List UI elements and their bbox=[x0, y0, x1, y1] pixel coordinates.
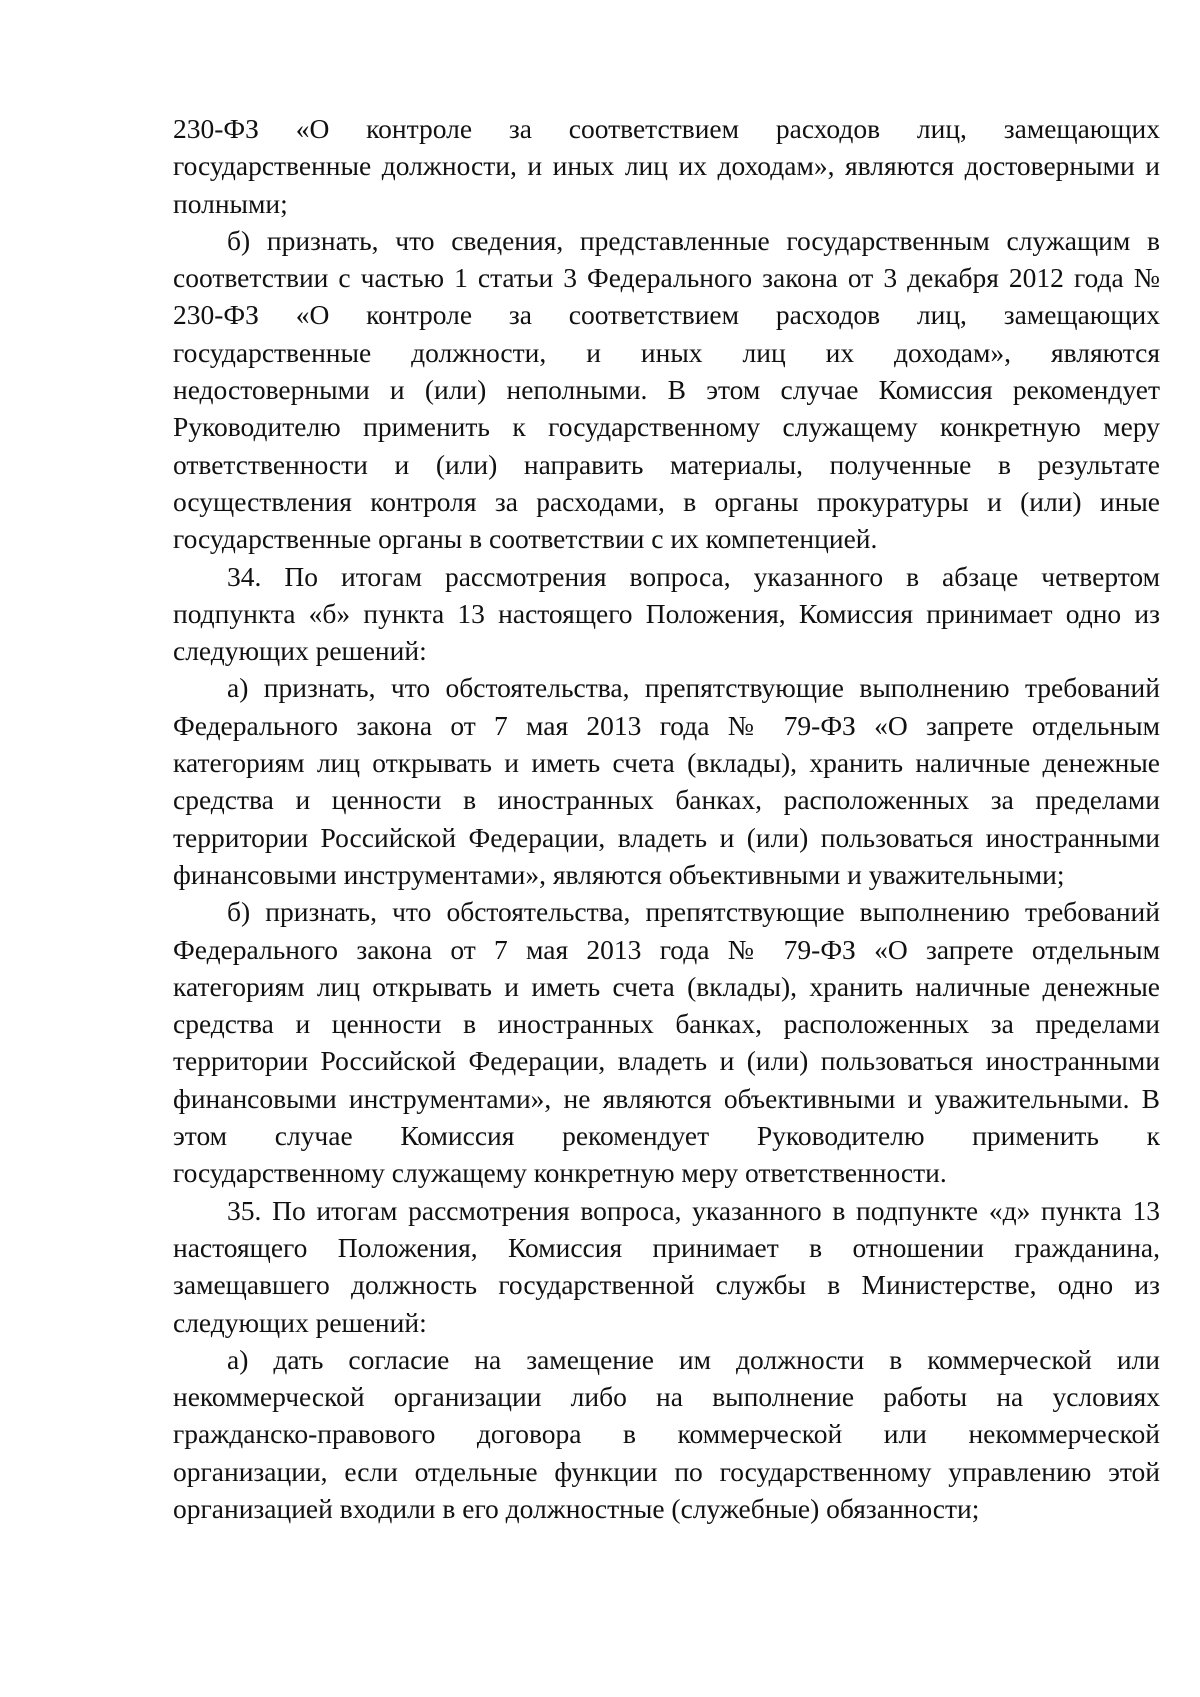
text-line: государственные должности, и иных лиц их доходам», являются достоверными и bbox=[173, 150, 1160, 182]
text-line: 34. По итогам рассмотрения вопроса, указанного в абзаце четвертом bbox=[227, 560, 1160, 592]
text-line: средства и ценности в иностранных банках, расположенных за пределами bbox=[173, 784, 1160, 816]
text-line: б) признать, что сведения, представленные государственным служащим в bbox=[227, 224, 1160, 256]
text-line: недостоверными и (или) неполными. В этом случае Комиссия рекомендует bbox=[173, 374, 1160, 406]
text-line: 35. По итогам рассмотрения вопроса, указанного в подпункте «д» пункта 13 bbox=[227, 1194, 1160, 1226]
text-line: Руководителю применить к государственному служащему конкретную меру bbox=[173, 411, 1160, 443]
text-line: осуществления контроля за расходами, в органы прокуратуры и (или) иные bbox=[173, 485, 1160, 517]
text-line: 230-ФЗ «О контроле за соответствием расходов лиц, замещающих bbox=[173, 299, 1160, 331]
text-line: а) дать согласие на замещение им должности в коммерческой или bbox=[227, 1343, 1160, 1375]
text-line: категориям лиц открывать и иметь счета (вклады), хранить наличные денежные bbox=[173, 970, 1160, 1002]
text-line: следующих решений: bbox=[173, 635, 427, 667]
text-line: средства и ценности в иностранных банках, расположенных за пределами bbox=[173, 1008, 1160, 1040]
text-line: организацией входили в его должностные (служебные) обязанности; bbox=[173, 1492, 980, 1524]
text-line: Федерального закона от 7 мая 2013 года № 79-ФЗ «О запрете отдельным bbox=[173, 709, 1160, 741]
text-line: подпункта «б» пункта 13 настоящего Положения, Комиссия принимает одно из bbox=[173, 597, 1160, 629]
text-line: а) признать, что обстоятельства, препятствующие выполнению требований bbox=[227, 672, 1160, 704]
text-line: б) признать, что обстоятельства, препятствующие выполнению требований bbox=[227, 896, 1160, 928]
text-line: замещавшего должность государственной службы в Министерстве, одно из bbox=[173, 1269, 1160, 1301]
text-line: настоящего Положения, Комиссия принимает в отношении гражданина, bbox=[173, 1231, 1160, 1263]
text-line: следующих решений: bbox=[173, 1306, 427, 1338]
text-line: категориям лиц открывать и иметь счета (вклады), хранить наличные денежные bbox=[173, 747, 1160, 779]
text-line: государственные органы в соответствии с их компетенцией. bbox=[173, 523, 878, 555]
text-line: финансовыми инструментами», являются объективными и уважительными; bbox=[173, 858, 1065, 890]
text-line: полными; bbox=[173, 187, 288, 219]
text-line: 230-ФЗ «О контроле за соответствием расходов лиц, замещающих bbox=[173, 113, 1160, 144]
text-line: государственному служащему конкретную меру ответственности. bbox=[173, 1157, 947, 1189]
text-line: государственные должности, и иных лиц их доходам», являются bbox=[173, 336, 1160, 368]
text-line: этом случае Комиссия рекомендует Руководителю применить к bbox=[173, 1120, 1160, 1152]
text-line: гражданско-правового договора в коммерческой или некоммерческой bbox=[173, 1418, 1160, 1450]
text-line: территории Российской Федерации, владеть и (или) пользоваться иностранными bbox=[173, 1045, 1160, 1077]
document-page bbox=[173, 110, 1160, 1527]
text-line: финансовыми инструментами», не являются объективными и уважительными. В bbox=[173, 1082, 1160, 1114]
text-line: территории Российской Федерации, владеть и (или) пользоваться иностранными bbox=[173, 821, 1160, 853]
text-line: Федерального закона от 7 мая 2013 года № 79-ФЗ «О запрете отдельным bbox=[173, 933, 1160, 965]
text-line: соответствии с частью 1 статьи 3 Федерального закона от 3 декабря 2012 года № bbox=[173, 262, 1160, 294]
text-line: организации, если отдельные функции по государственному управлению этой bbox=[173, 1455, 1160, 1487]
text-line: ответственности и (или) направить материалы, полученные в результате bbox=[173, 448, 1160, 480]
text-line: некоммерческой организации либо на выполнение работы на условиях bbox=[173, 1381, 1160, 1413]
